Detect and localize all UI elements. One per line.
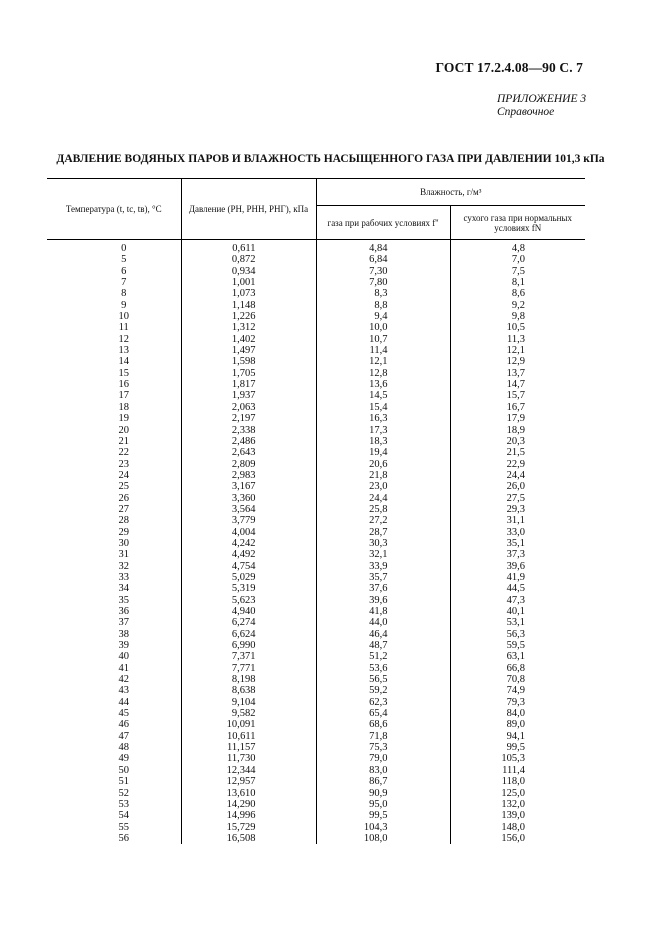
cell-pressure: 12,344 xyxy=(181,765,316,776)
cell-temperature: 40 xyxy=(118,651,129,663)
appendix-block xyxy=(497,93,586,119)
cell-pressure: 3,779 xyxy=(181,515,316,526)
cell-pressure: 7,771 xyxy=(181,663,316,674)
cell-pressure: 2,809 xyxy=(181,459,316,470)
cell-temperature: 6 xyxy=(121,265,127,277)
cell-pressure: 11,157 xyxy=(181,742,316,753)
cell-humidity-work: 90,9 xyxy=(316,788,450,799)
table-row xyxy=(47,742,585,753)
table-row xyxy=(47,515,585,526)
cell-pressure: 1,937 xyxy=(181,390,316,401)
cell-humidity-normal: 47,3 xyxy=(450,595,585,606)
table-row xyxy=(47,776,585,787)
cell-pressure: 4,004 xyxy=(181,527,316,538)
table-row xyxy=(47,629,585,640)
cell-humidity-normal: 24,4 xyxy=(450,470,585,481)
table-row xyxy=(47,561,585,572)
cell-humidity-normal: 9,2 xyxy=(450,300,585,311)
table-row xyxy=(47,799,585,810)
cell-humidity-work: 27,2 xyxy=(316,515,450,526)
cell-humidity-normal: 12,9 xyxy=(450,356,585,367)
cell-humidity-normal: 10,5 xyxy=(450,322,585,333)
cell-humidity-work: 95,0 xyxy=(316,799,450,810)
cell-humidity-work: 51,2 xyxy=(316,651,450,662)
cell-pressure: 2,197 xyxy=(181,413,316,424)
cell-temperature: 15 xyxy=(118,367,129,379)
cell-humidity-work: 86,7 xyxy=(316,776,450,787)
cell-temperature: 49 xyxy=(118,753,129,765)
cell-temperature: 16 xyxy=(118,379,129,391)
table-row xyxy=(47,833,585,844)
header-humidity-work: газа при рабочих условиях f'' xyxy=(316,206,450,240)
cell-humidity-normal: 59,5 xyxy=(450,640,585,651)
cell-temperature: 38 xyxy=(118,628,129,640)
header-pressure: Давление (PН, PНН, PНГ), кПа xyxy=(181,179,316,240)
cell-pressure: 10,611 xyxy=(181,731,316,742)
cell-pressure: 9,582 xyxy=(181,708,316,719)
cell-pressure: 2,486 xyxy=(181,436,316,447)
cell-humidity-normal: 21,5 xyxy=(450,447,585,458)
cell-pressure: 16,508 xyxy=(181,833,316,844)
cell-humidity-work: 7,80 xyxy=(316,277,450,288)
cell-temperature: 28 xyxy=(118,515,129,527)
cell-humidity-work: 48,7 xyxy=(316,640,450,651)
cell-humidity-work: 10,7 xyxy=(316,334,450,345)
cell-humidity-normal: 79,3 xyxy=(450,697,585,708)
cell-temperature: 21 xyxy=(118,435,129,447)
table-row xyxy=(47,583,585,594)
cell-humidity-work: 44,0 xyxy=(316,617,450,628)
cell-humidity-work: 75,3 xyxy=(316,742,450,753)
cell-pressure: 4,242 xyxy=(181,538,316,549)
cell-temperature: 52 xyxy=(118,787,129,799)
table-row xyxy=(47,311,585,322)
table-row xyxy=(47,402,585,413)
appendix-label: ПРИЛОЖЕНИЕ 3 xyxy=(497,93,587,105)
table-row xyxy=(47,413,585,424)
table-row xyxy=(47,674,585,685)
cell-humidity-work: 16,3 xyxy=(316,413,450,424)
cell-pressure: 1,497 xyxy=(181,345,316,356)
cell-humidity-normal: 56,3 xyxy=(450,629,585,640)
cell-humidity-work: 13,6 xyxy=(316,379,450,390)
table-row xyxy=(47,254,585,265)
table-row xyxy=(47,493,585,504)
cell-humidity-work: 35,7 xyxy=(316,572,450,583)
cell-humidity-normal: 31,1 xyxy=(450,515,585,526)
cell-pressure: 9,104 xyxy=(181,697,316,708)
cell-humidity-work: 21,8 xyxy=(316,470,450,481)
cell-pressure: 11,730 xyxy=(181,753,316,764)
cell-humidity-normal: 132,0 xyxy=(450,799,585,810)
cell-humidity-work: 32,1 xyxy=(316,549,450,560)
table-row xyxy=(47,390,585,401)
cell-humidity-normal: 156,0 xyxy=(450,833,585,844)
cell-pressure: 2,338 xyxy=(181,425,316,436)
cell-temperature: 50 xyxy=(118,764,129,776)
table-row xyxy=(47,663,585,674)
cell-humidity-normal: 99,5 xyxy=(450,742,585,753)
cell-temperature: 55 xyxy=(118,821,129,833)
cell-humidity-normal: 4,8 xyxy=(450,240,585,255)
cell-humidity-normal: 39,6 xyxy=(450,561,585,572)
cell-temperature: 35 xyxy=(118,594,129,606)
cell-humidity-work: 59,2 xyxy=(316,685,450,696)
cell-pressure: 2,643 xyxy=(181,447,316,458)
cell-humidity-work: 15,4 xyxy=(316,402,450,413)
cell-humidity-normal: 84,0 xyxy=(450,708,585,719)
cell-temperature: 9 xyxy=(121,299,127,311)
table-row xyxy=(47,538,585,549)
cell-temperature: 48 xyxy=(118,742,129,754)
table-row xyxy=(47,822,585,833)
table-body xyxy=(47,240,585,845)
cell-temperature: 26 xyxy=(118,492,129,504)
cell-humidity-work: 28,7 xyxy=(316,527,450,538)
cell-humidity-work: 10,0 xyxy=(316,322,450,333)
cell-humidity-work: 20,6 xyxy=(316,459,450,470)
cell-pressure: 6,624 xyxy=(181,629,316,640)
cell-humidity-normal: 66,8 xyxy=(450,663,585,674)
cell-humidity-work: 19,4 xyxy=(316,447,450,458)
cell-humidity-normal: 40,1 xyxy=(450,606,585,617)
table-row xyxy=(47,345,585,356)
cell-temperature: 23 xyxy=(118,458,129,470)
cell-humidity-normal: 7,5 xyxy=(450,266,585,277)
cell-temperature: 24 xyxy=(118,469,129,481)
table-row xyxy=(47,277,585,288)
cell-pressure: 4,940 xyxy=(181,606,316,617)
cell-humidity-normal: 26,0 xyxy=(450,481,585,492)
cell-temperature: 13 xyxy=(118,345,129,357)
document-reference: ГОСТ 17.2.4.08—90 С. 7 xyxy=(435,60,583,75)
cell-humidity-normal: 33,0 xyxy=(450,527,585,538)
cell-temperature: 45 xyxy=(118,708,129,720)
cell-temperature: 5 xyxy=(121,254,127,266)
table-row xyxy=(47,640,585,651)
cell-temperature: 43 xyxy=(118,685,129,697)
cell-temperature: 20 xyxy=(118,424,129,436)
cell-temperature: 36 xyxy=(118,606,129,617)
cell-pressure: 5,623 xyxy=(181,595,316,606)
cell-pressure: 4,754 xyxy=(181,561,316,572)
cell-temperature: 42 xyxy=(118,674,129,686)
cell-humidity-work: 68,6 xyxy=(316,719,450,730)
cell-pressure: 3,564 xyxy=(181,504,316,515)
cell-temperature: 32 xyxy=(118,560,129,572)
cell-humidity-normal: 41,9 xyxy=(450,572,585,583)
cell-pressure: 5,319 xyxy=(181,583,316,594)
cell-humidity-normal: 8,1 xyxy=(450,277,585,288)
table-row xyxy=(47,368,585,379)
cell-temperature: 31 xyxy=(118,549,129,561)
cell-temperature: 11 xyxy=(118,322,129,334)
cell-pressure: 3,167 xyxy=(181,481,316,492)
cell-temperature: 8 xyxy=(121,288,127,300)
cell-pressure: 5,029 xyxy=(181,572,316,583)
cell-pressure: 15,729 xyxy=(181,822,316,833)
cell-pressure: 7,371 xyxy=(181,651,316,662)
table-row xyxy=(47,379,585,390)
cell-humidity-work: 108,0 xyxy=(316,833,450,844)
cell-temperature: 34 xyxy=(118,583,129,595)
table-row xyxy=(47,595,585,606)
header-humidity-normal: сухого газа при нормальных условиях fN xyxy=(450,206,585,240)
cell-temperature: 33 xyxy=(118,571,129,583)
table-row xyxy=(47,549,585,560)
cell-humidity-work: 79,0 xyxy=(316,753,450,764)
cell-humidity-work: 17,3 xyxy=(316,425,450,436)
cell-humidity-work: 46,4 xyxy=(316,629,450,640)
cell-humidity-work: 24,4 xyxy=(316,493,450,504)
cell-humidity-normal: 53,1 xyxy=(450,617,585,628)
table-row xyxy=(47,322,585,333)
table-row xyxy=(47,470,585,481)
cell-temperature: 10 xyxy=(118,311,129,323)
cell-temperature: 22 xyxy=(118,447,129,459)
cell-pressure: 3,360 xyxy=(181,493,316,504)
cell-pressure: 14,290 xyxy=(181,799,316,810)
cell-humidity-normal: 111,4 xyxy=(450,765,585,776)
cell-temperature: 0 xyxy=(121,243,127,254)
cell-pressure: 1,226 xyxy=(181,311,316,322)
cell-pressure: 1,073 xyxy=(181,288,316,299)
cell-humidity-normal: 7,0 xyxy=(450,254,585,265)
table-row xyxy=(47,606,585,617)
cell-humidity-normal: 94,1 xyxy=(450,731,585,742)
cell-humidity-work: 65,4 xyxy=(316,708,450,719)
cell-temperature: 25 xyxy=(118,481,129,493)
cell-humidity-normal: 44,5 xyxy=(450,583,585,594)
table-title: ДАВЛЕНИЕ ВОДЯНЫХ ПАРОВ И ВЛАЖНОСТЬ НАСЫЩЕННОГО ГАЗА ПРИ ДАВЛЕНИИ 101,3 кПа xyxy=(56,153,605,165)
table-row xyxy=(47,685,585,696)
table-row xyxy=(47,527,585,538)
cell-humidity-work: 104,3 xyxy=(316,822,450,833)
table-row xyxy=(47,425,585,436)
cell-humidity-work: 37,6 xyxy=(316,583,450,594)
cell-temperature: 41 xyxy=(118,662,129,674)
cell-humidity-normal: 139,0 xyxy=(450,810,585,821)
table-row xyxy=(47,651,585,662)
cell-pressure: 1,148 xyxy=(181,300,316,311)
cell-humidity-normal: 125,0 xyxy=(450,788,585,799)
cell-pressure: 8,638 xyxy=(181,685,316,696)
cell-humidity-work: 8,8 xyxy=(316,300,450,311)
table-row xyxy=(47,572,585,583)
cell-pressure: 4,492 xyxy=(181,549,316,560)
cell-humidity-normal: 17,9 xyxy=(450,413,585,424)
table-row xyxy=(47,810,585,821)
table-row xyxy=(47,436,585,447)
cell-humidity-work: 18,3 xyxy=(316,436,450,447)
cell-humidity-normal: 14,7 xyxy=(450,379,585,390)
cell-humidity-normal: 12,1 xyxy=(450,345,585,356)
table-row xyxy=(47,334,585,345)
cell-temperature: 30 xyxy=(118,537,129,549)
cell-humidity-normal: 27,5 xyxy=(450,493,585,504)
cell-pressure: 0,611 xyxy=(181,240,316,255)
cell-humidity-work: 14,5 xyxy=(316,390,450,401)
table-row xyxy=(47,504,585,515)
cell-humidity-normal: 35,1 xyxy=(450,538,585,549)
cell-humidity-normal: 74,9 xyxy=(450,685,585,696)
cell-pressure: 1,001 xyxy=(181,277,316,288)
table-row xyxy=(47,731,585,742)
cell-temperature: 18 xyxy=(118,401,129,413)
table-row xyxy=(47,266,585,277)
cell-pressure: 1,817 xyxy=(181,379,316,390)
cell-humidity-work: 7,30 xyxy=(316,266,450,277)
cell-humidity-normal: 118,0 xyxy=(450,776,585,787)
table-row xyxy=(47,708,585,719)
cell-temperature: 54 xyxy=(118,810,129,822)
table-row xyxy=(47,788,585,799)
table-row xyxy=(47,765,585,776)
cell-humidity-normal: 20,3 xyxy=(450,436,585,447)
cell-humidity-normal: 148,0 xyxy=(450,822,585,833)
cell-humidity-normal: 22,9 xyxy=(450,459,585,470)
cell-humidity-work: 39,6 xyxy=(316,595,450,606)
cell-humidity-work: 30,3 xyxy=(316,538,450,549)
cell-humidity-work: 41,8 xyxy=(316,606,450,617)
cell-humidity-normal: 9,8 xyxy=(450,311,585,322)
table-row xyxy=(47,481,585,492)
cell-humidity-work: 25,8 xyxy=(316,504,450,515)
cell-humidity-normal: 63,1 xyxy=(450,651,585,662)
cell-humidity-work: 9,4 xyxy=(316,311,450,322)
cell-temperature: 29 xyxy=(118,526,129,538)
cell-temperature: 19 xyxy=(118,413,129,425)
header-humidity: Влажность, г/м³ xyxy=(316,179,585,206)
cell-pressure: 1,312 xyxy=(181,322,316,333)
table-row xyxy=(47,240,585,255)
cell-pressure: 14,996 xyxy=(181,810,316,821)
cell-humidity-normal: 105,3 xyxy=(450,753,585,764)
cell-humidity-normal: 11,3 xyxy=(450,334,585,345)
cell-temperature: 56 xyxy=(118,832,129,844)
cell-temperature: 12 xyxy=(118,333,129,345)
cell-humidity-work: 4,84 xyxy=(316,240,450,255)
cell-temperature: 44 xyxy=(118,696,129,708)
cell-pressure: 0,872 xyxy=(181,254,316,265)
cell-humidity-normal: 13,7 xyxy=(450,368,585,379)
cell-pressure: 6,274 xyxy=(181,617,316,628)
humidity-table xyxy=(47,178,585,844)
header-temperature: Температура (t, tс, tв), °С xyxy=(47,179,181,240)
cell-pressure: 2,063 xyxy=(181,402,316,413)
cell-humidity-work: 8,3 xyxy=(316,288,450,299)
table-row xyxy=(47,753,585,764)
table-row xyxy=(47,300,585,311)
cell-temperature: 46 xyxy=(118,719,129,731)
cell-temperature: 14 xyxy=(118,356,129,368)
cell-humidity-work: 62,3 xyxy=(316,697,450,708)
table-row xyxy=(47,356,585,367)
cell-temperature: 51 xyxy=(118,776,129,788)
cell-temperature: 39 xyxy=(118,640,129,652)
cell-temperature: 17 xyxy=(118,390,129,402)
cell-pressure: 1,598 xyxy=(181,356,316,367)
cell-pressure: 0,934 xyxy=(181,266,316,277)
cell-humidity-work: 23,0 xyxy=(316,481,450,492)
table-row xyxy=(47,459,585,470)
table-row xyxy=(47,447,585,458)
cell-humidity-normal: 70,8 xyxy=(450,674,585,685)
cell-humidity-normal: 37,3 xyxy=(450,549,585,560)
cell-humidity-work: 56,5 xyxy=(316,674,450,685)
cell-temperature: 7 xyxy=(121,277,127,289)
cell-temperature: 27 xyxy=(118,503,129,515)
cell-humidity-normal: 16,7 xyxy=(450,402,585,413)
cell-temperature: 53 xyxy=(118,798,129,810)
table-row xyxy=(47,719,585,730)
cell-humidity-work: 99,5 xyxy=(316,810,450,821)
cell-humidity-work: 6,84 xyxy=(316,254,450,265)
cell-pressure: 13,610 xyxy=(181,788,316,799)
cell-humidity-normal: 18,9 xyxy=(450,425,585,436)
cell-humidity-normal: 29,3 xyxy=(450,504,585,515)
cell-humidity-normal: 89,0 xyxy=(450,719,585,730)
cell-humidity-normal: 8,6 xyxy=(450,288,585,299)
cell-humidity-work: 12,1 xyxy=(316,356,450,367)
cell-humidity-work: 53,6 xyxy=(316,663,450,674)
cell-humidity-work: 71,8 xyxy=(316,731,450,742)
cell-pressure: 6,990 xyxy=(181,640,316,651)
cell-humidity-normal: 15,7 xyxy=(450,390,585,401)
table-row xyxy=(47,288,585,299)
cell-pressure: 1,705 xyxy=(181,368,316,379)
cell-humidity-work: 83,0 xyxy=(316,765,450,776)
cell-temperature: 37 xyxy=(118,617,129,629)
cell-temperature: 47 xyxy=(118,730,129,742)
cell-pressure: 12,957 xyxy=(181,776,316,787)
appendix-kind: Справочное xyxy=(497,106,555,118)
cell-pressure: 10,091 xyxy=(181,719,316,730)
table-row xyxy=(47,697,585,708)
cell-humidity-work: 11,4 xyxy=(316,345,450,356)
cell-pressure: 1,402 xyxy=(181,334,316,345)
cell-pressure: 2,983 xyxy=(181,470,316,481)
cell-pressure: 8,198 xyxy=(181,674,316,685)
cell-humidity-work: 33,9 xyxy=(316,561,450,572)
cell-humidity-work: 12,8 xyxy=(316,368,450,379)
table-row xyxy=(47,617,585,628)
